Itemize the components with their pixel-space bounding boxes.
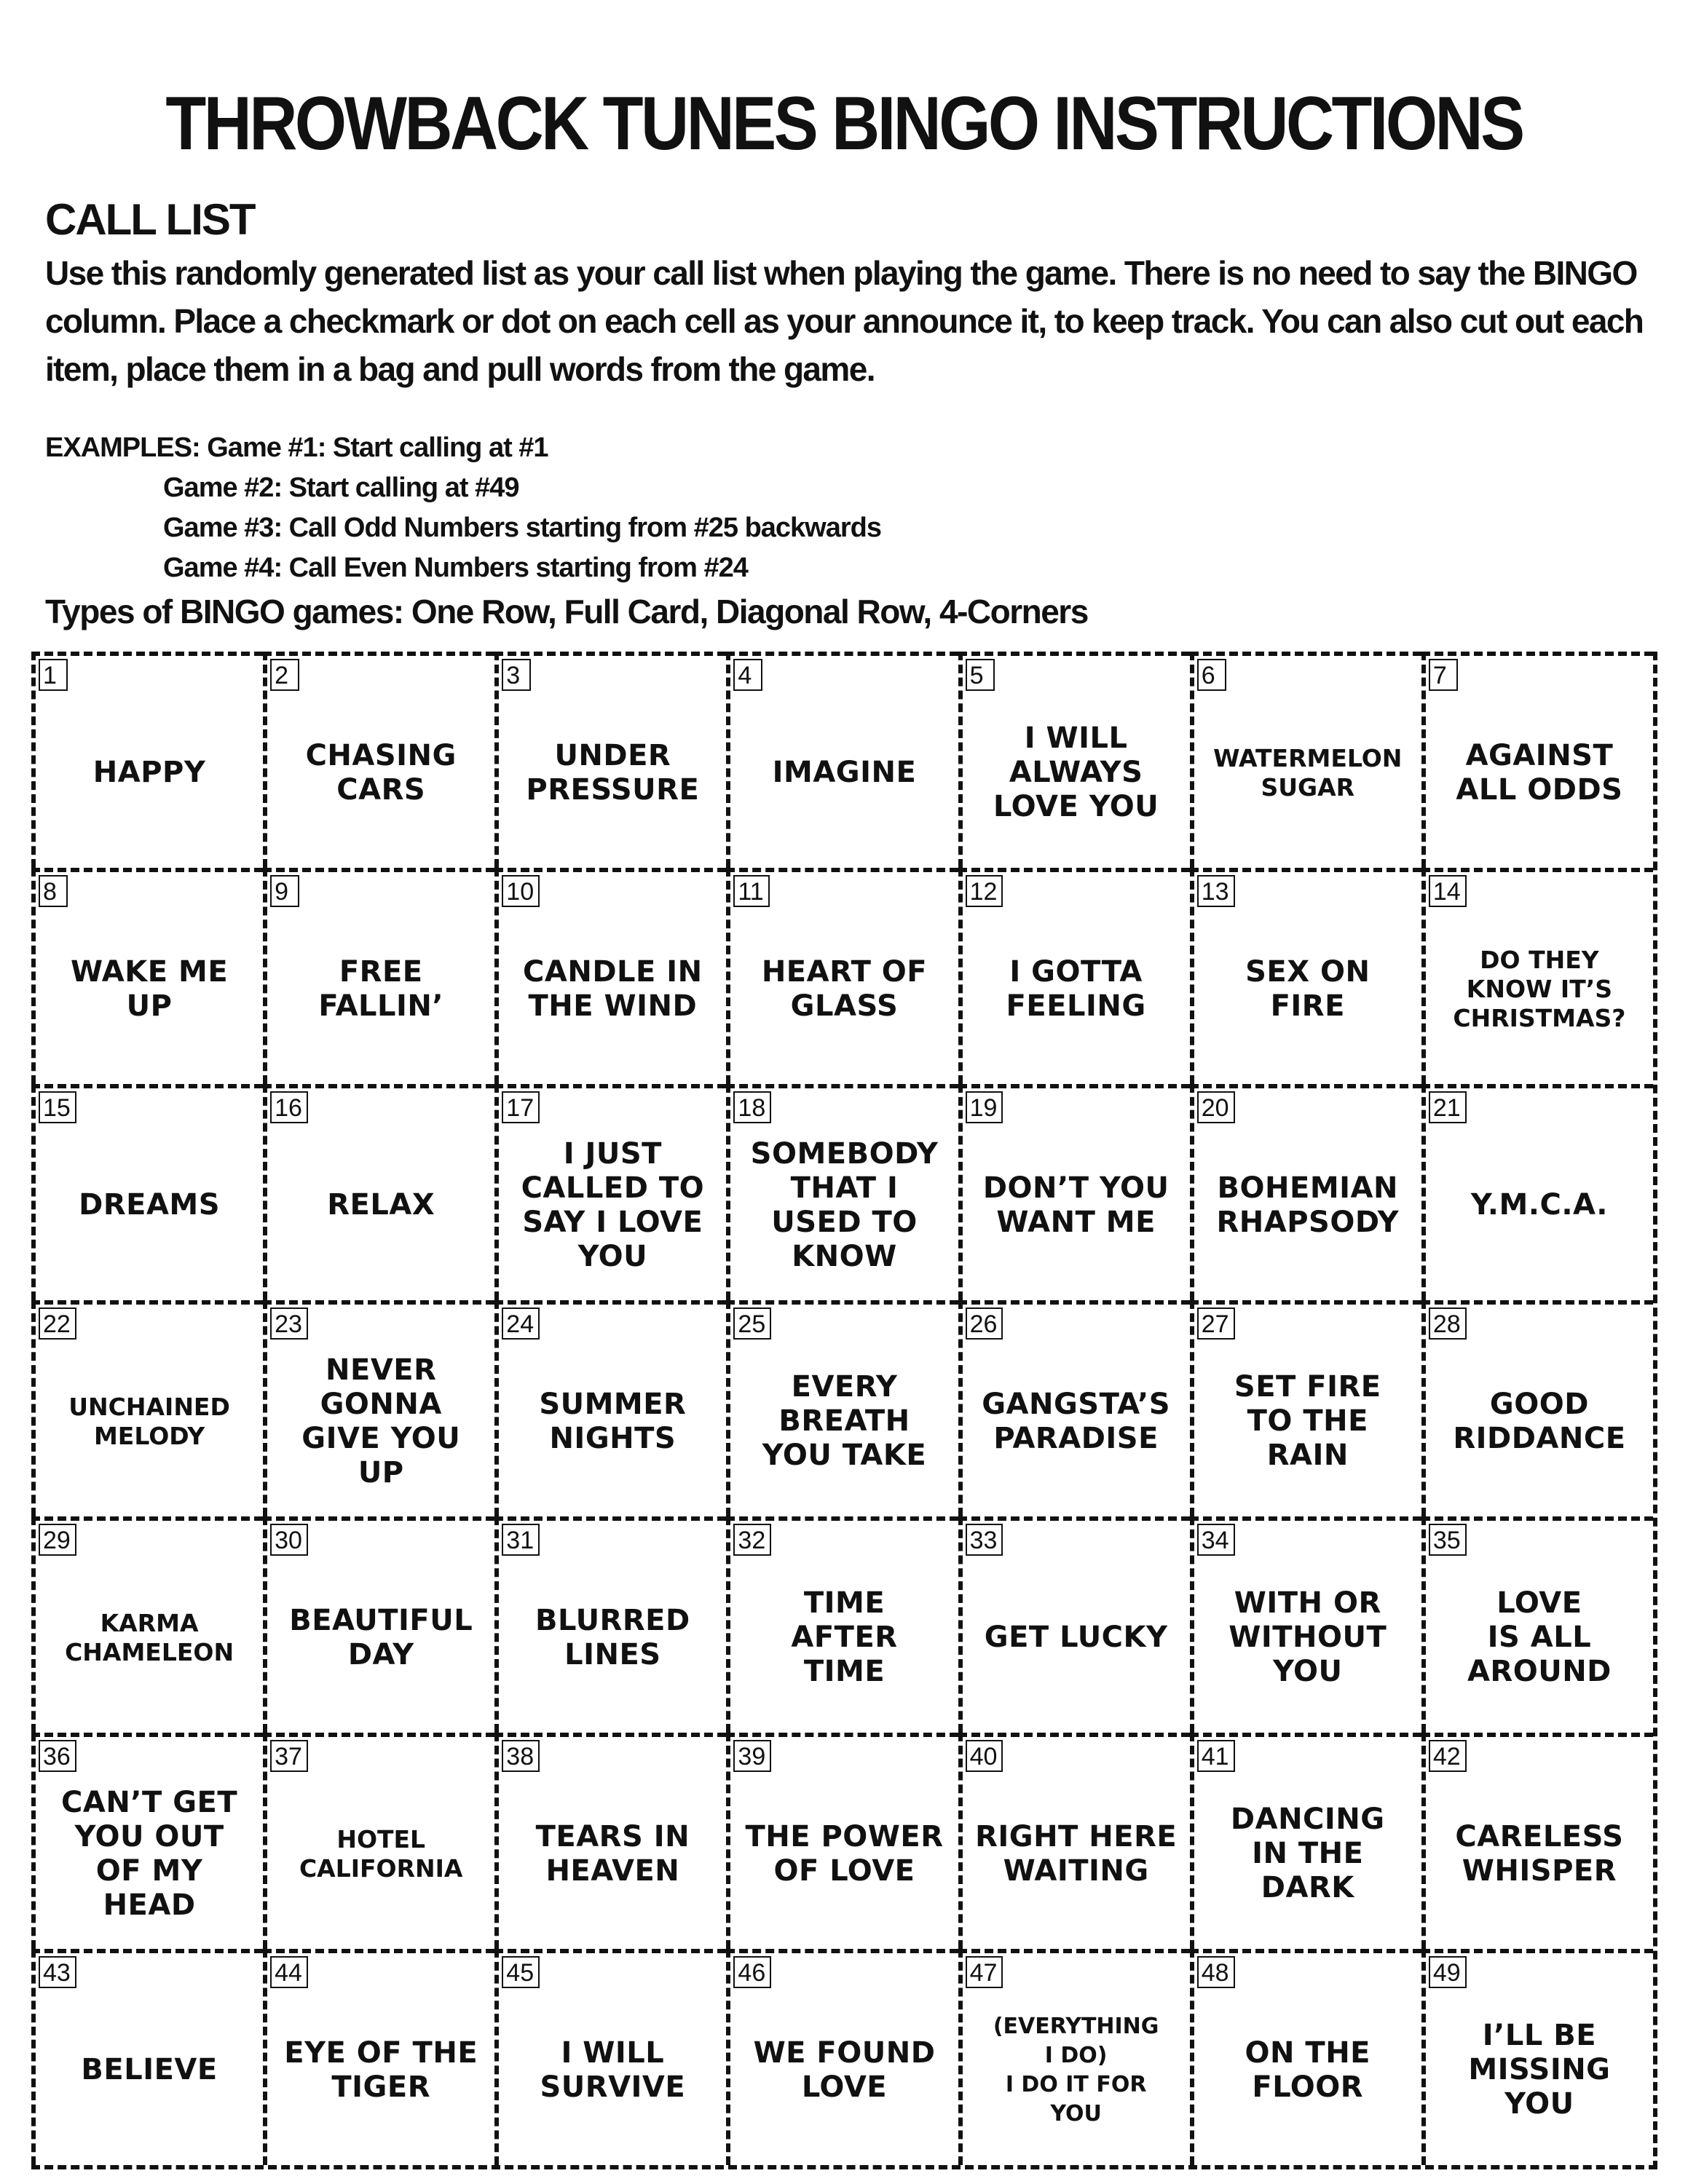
- cell-number: 24: [502, 1307, 540, 1340]
- call-cell: [958, 868, 1190, 1084]
- call-cell: [263, 1084, 494, 1300]
- cell-number: 19: [966, 1091, 1003, 1123]
- call-cell: [1421, 1516, 1653, 1733]
- cell-number: 17: [502, 1091, 540, 1123]
- call-cell: [31, 1084, 263, 1300]
- call-cell: [1421, 652, 1653, 868]
- game-types: Types of BINGO games: One Row, Full Card, Diagonal Row, 4-Corners: [45, 593, 1088, 630]
- cell-number: 5: [966, 659, 995, 691]
- song-title: BEAUTIFUL DAY: [289, 1603, 473, 1671]
- song-title: CANDLE IN THE WIND: [523, 954, 703, 1023]
- call-cell: [958, 652, 1190, 868]
- cell-number: 46: [733, 1956, 771, 1988]
- song-title: DON’T YOU WANT ME: [982, 1171, 1170, 1239]
- call-cell: [494, 1733, 726, 1949]
- cell-number: 10: [502, 875, 540, 907]
- call-cell: [958, 1516, 1190, 1733]
- cell-number: 4: [733, 659, 762, 691]
- cell-number: 23: [270, 1307, 308, 1340]
- call-cell: [958, 1300, 1190, 1516]
- cell-number: 8: [39, 875, 68, 907]
- examples-label: EXAMPLES:: [45, 432, 208, 463]
- song-title: HEART OF GLASS: [761, 954, 928, 1023]
- song-title: I WILL ALWAYS LOVE YOU: [993, 721, 1159, 823]
- cell-number: 1: [39, 659, 68, 691]
- cell-number: 30: [270, 1524, 308, 1556]
- call-cell: [31, 1300, 263, 1516]
- call-list-grid: [31, 652, 1657, 2169]
- song-title: CAN’T GET YOU OUT OF MY HEAD: [61, 1785, 238, 1922]
- call-cell: [1421, 1300, 1653, 1516]
- song-title: RIGHT HERE WAITING: [975, 1819, 1178, 1888]
- example-line-2: Game #2: Start calling at #49: [163, 472, 519, 503]
- call-cell: [494, 652, 726, 868]
- call-cell: [958, 1733, 1190, 1949]
- cell-number: 14: [1429, 875, 1467, 907]
- call-cell: [494, 1084, 726, 1300]
- cell-number: 2: [270, 659, 299, 691]
- cell-number: 48: [1197, 1956, 1235, 1988]
- song-title: CARELESS WHISPER: [1455, 1819, 1624, 1888]
- song-title: TEARS IN HEAVEN: [535, 1819, 690, 1888]
- call-cell: [31, 652, 263, 868]
- song-title: DANCING IN THE DARK: [1230, 1803, 1385, 1904]
- cell-number: 29: [39, 1524, 76, 1556]
- song-title: EVERY BREATH YOU TAKE: [762, 1370, 927, 1472]
- call-list-intro: Use this randomly generated list as your call list when playing the game. There is no need to say the BINGO column. Place a checkmark or dot on each cell as your announce it, to keep track. You can also cut out each item, place them in a bag and pull words from the game.: [45, 254, 1644, 388]
- call-cell: [1421, 1733, 1653, 1949]
- cell-number: 20: [1197, 1091, 1235, 1123]
- song-title: THE POWER OF LOVE: [745, 1819, 944, 1888]
- cell-number: 36: [39, 1740, 76, 1772]
- call-cell: [726, 1300, 958, 1516]
- song-title: Y.M.C.A.: [1470, 1188, 1608, 1222]
- call-cell: [726, 868, 958, 1084]
- call-cell: [31, 868, 263, 1084]
- call-cell: [31, 1949, 263, 2165]
- page-title: THROWBACK TUNES BINGO INSTRUCTIONS: [165, 82, 1523, 166]
- example-line-3: Game #3: Call Odd Numbers starting from #25 backwards: [163, 513, 882, 543]
- song-title: DREAMS: [79, 1188, 221, 1222]
- song-title: RELAX: [327, 1188, 435, 1222]
- song-title: WITH OR WITHOUT YOU: [1228, 1586, 1387, 1688]
- song-title: AGAINST ALL ODDS: [1456, 738, 1623, 807]
- cell-number: 25: [733, 1307, 771, 1340]
- call-list-heading: CALL LIST: [45, 195, 255, 244]
- call-cell: [263, 1733, 494, 1949]
- cell-number: 12: [966, 875, 1003, 907]
- cell-number: 47: [966, 1956, 1003, 1988]
- call-cell: [1190, 1516, 1421, 1733]
- song-title: ON THE FLOOR: [1245, 2035, 1371, 2104]
- cell-number: 6: [1197, 659, 1226, 691]
- call-cell: [1190, 1733, 1421, 1949]
- song-title: BOHEMIAN RHAPSODY: [1216, 1171, 1400, 1239]
- song-title: SET FIRE TO THE RAIN: [1234, 1370, 1381, 1472]
- cell-number: 16: [270, 1091, 308, 1123]
- call-cell: [1190, 868, 1421, 1084]
- example-game-1: Game #1: Start calling at #1: [207, 432, 548, 463]
- call-cell: [726, 1949, 958, 2165]
- call-cell: [1421, 868, 1653, 1084]
- cell-number: 7: [1429, 659, 1458, 691]
- song-title: BLURRED LINES: [535, 1603, 690, 1671]
- song-title: SUMMER NIGHTS: [539, 1387, 687, 1455]
- song-title: IMAGINE: [772, 756, 917, 789]
- call-cell: [1190, 1300, 1421, 1516]
- song-title: WAKE ME UP: [70, 954, 229, 1023]
- call-cell: [31, 1733, 263, 1949]
- cell-number: 37: [270, 1740, 308, 1772]
- cell-number: 13: [1197, 875, 1235, 907]
- call-cell: [958, 1084, 1190, 1300]
- song-title: I GOTTA FEELING: [1006, 954, 1146, 1023]
- cell-number: 22: [39, 1307, 76, 1340]
- cell-number: 40: [966, 1740, 1003, 1772]
- song-title: HAPPY: [92, 756, 206, 789]
- call-cell: [1190, 652, 1421, 868]
- song-title: I’LL BE MISSING YOU: [1468, 2019, 1611, 2121]
- cell-number: 49: [1429, 1956, 1467, 1988]
- song-title: CHASING CARS: [305, 738, 457, 807]
- song-title: TIME AFTER TIME: [791, 1586, 898, 1688]
- cell-number: 35: [1429, 1524, 1467, 1556]
- cell-number: 45: [502, 1956, 540, 1988]
- call-cell: [263, 1300, 494, 1516]
- cell-number: 43: [39, 1956, 76, 1988]
- call-cell: [1421, 1949, 1653, 2165]
- example-line-1: [45, 428, 1647, 468]
- song-title: HOTEL CALIFORNIA: [299, 1824, 463, 1883]
- call-cell: [726, 1733, 958, 1949]
- song-title: LOVE IS ALL AROUND: [1467, 1586, 1612, 1688]
- call-cell: [1190, 1084, 1421, 1300]
- song-title: GANGSTA’S PARADISE: [982, 1387, 1171, 1455]
- song-title: UNDER PRESSURE: [526, 738, 700, 807]
- song-title: FREE FALLIN’: [318, 954, 444, 1023]
- call-cell: [1421, 1084, 1653, 1300]
- song-title: (EVERYTHING I DO) I DO IT FOR YOU: [993, 2013, 1159, 2126]
- cell-number: 21: [1429, 1091, 1467, 1123]
- cell-number: 3: [502, 659, 531, 691]
- cell-number: 39: [733, 1740, 771, 1772]
- cell-number: 11: [733, 875, 769, 907]
- song-title: WATERMELON SUGAR: [1213, 743, 1403, 802]
- song-title: EYE OF THE TIGER: [284, 2035, 478, 2104]
- call-cell: [958, 1949, 1190, 2165]
- call-cell: [494, 1949, 726, 2165]
- call-cell: [726, 1516, 958, 1733]
- song-title: SOMEBODY THAT I USED TO KNOW: [750, 1136, 939, 1273]
- cell-number: 27: [1197, 1307, 1235, 1340]
- call-cell: [263, 1949, 494, 2165]
- cell-number: 41: [1197, 1740, 1235, 1772]
- song-title: UNCHAINED MELODY: [68, 1392, 230, 1450]
- song-title: BELIEVE: [81, 2053, 218, 2086]
- song-title: GET LUCKY: [984, 1621, 1168, 1654]
- song-title: I JUST CALLED TO SAY I LOVE YOU: [521, 1136, 705, 1273]
- song-title: SEX ON FIRE: [1245, 954, 1370, 1023]
- song-title: I WILL SURVIVE: [540, 2035, 686, 2104]
- call-cell: [263, 1516, 494, 1733]
- example-line-4: Game #4: Call Even Numbers starting from #24: [163, 553, 748, 583]
- call-cell: [726, 652, 958, 868]
- cell-number: 42: [1429, 1740, 1467, 1772]
- call-cell: [263, 868, 494, 1084]
- call-cell: [494, 1516, 726, 1733]
- cell-number: 32: [733, 1524, 771, 1556]
- cell-number: 33: [966, 1524, 1003, 1556]
- song-title: KARMA CHAMELEON: [65, 1608, 234, 1666]
- song-title: NEVER GONNA GIVE YOU UP: [301, 1353, 461, 1489]
- cell-number: 44: [270, 1956, 308, 1988]
- call-cell: [1190, 1949, 1421, 2165]
- song-title: WE FOUND LOVE: [753, 2035, 936, 2104]
- cell-number: 31: [502, 1524, 540, 1556]
- call-cell: [263, 652, 494, 868]
- cell-number: 9: [270, 875, 299, 907]
- cell-number: 38: [502, 1740, 540, 1772]
- cell-number: 28: [1429, 1307, 1467, 1340]
- cell-number: 34: [1197, 1524, 1235, 1556]
- song-title: DO THEY KNOW IT’S CHRISTMAS?: [1453, 945, 1626, 1032]
- song-title: GOOD RIDDANCE: [1453, 1387, 1626, 1455]
- call-cell: [494, 1300, 726, 1516]
- call-cell: [494, 868, 726, 1084]
- cell-number: 15: [39, 1091, 76, 1123]
- call-cell: [726, 1084, 958, 1300]
- cell-number: 18: [733, 1091, 771, 1123]
- examples-block: [45, 428, 1647, 588]
- call-cell: [31, 1516, 263, 1733]
- cell-number: 26: [966, 1307, 1003, 1340]
